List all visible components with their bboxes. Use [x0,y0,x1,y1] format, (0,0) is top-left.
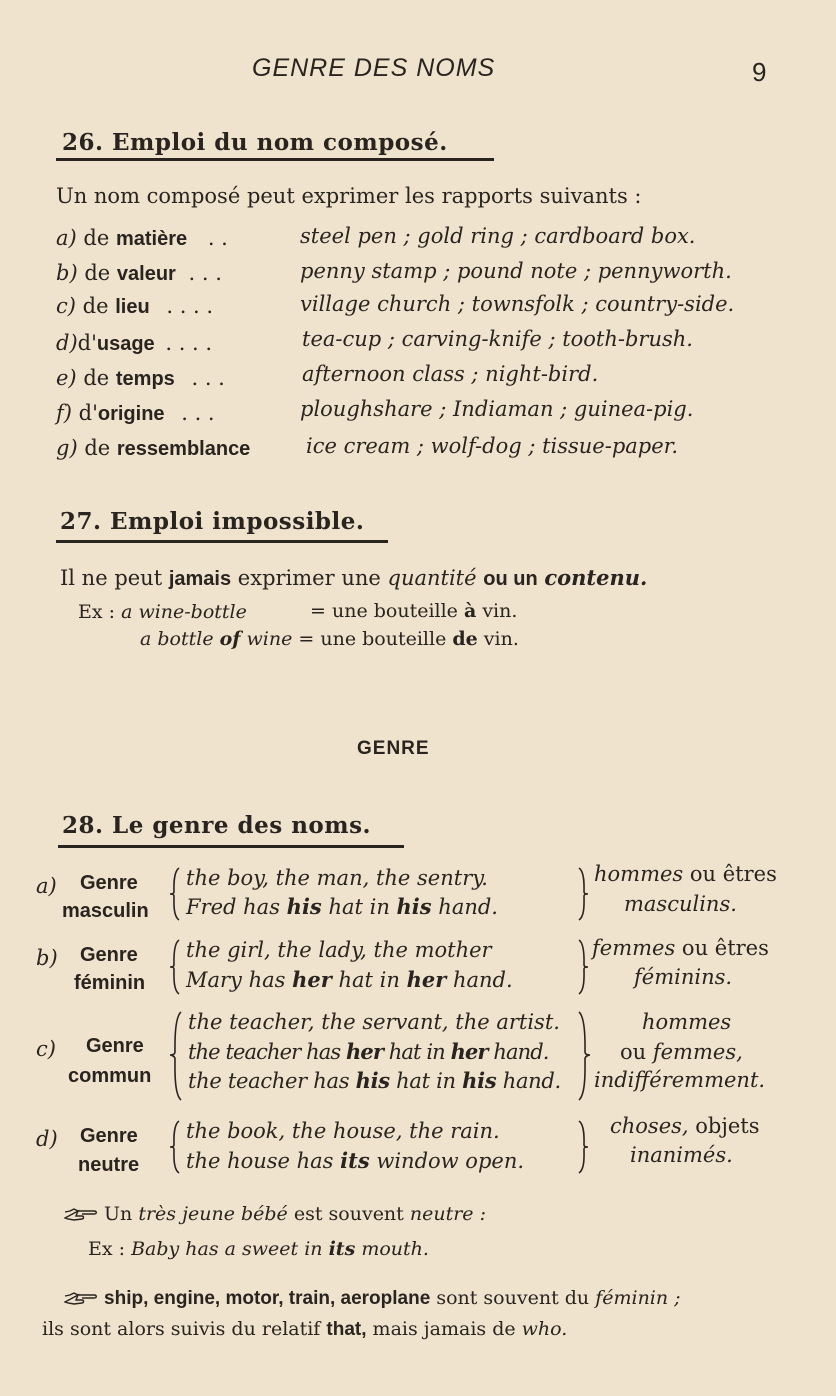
list-item-example: ice cream ; wolf-dog ; tissue-paper. [306,434,679,458]
row-letter: a) [36,874,57,898]
genre-label: féminin [74,972,146,994]
section-27-statement: Il ne peut jamais exprimer une quantité ou un contenu. [60,565,648,590]
left-brace [168,1010,184,1102]
running-head: GENRE DES NOMS [252,54,496,82]
example-line: the house has its window open. [186,1148,525,1173]
list-item: f) d'origine . . . [56,401,215,425]
pointing-hand-icon [64,1207,98,1223]
section-28-title: 28. Le genre des noms. [62,812,372,839]
gloss-line: inanimés. [630,1143,733,1167]
section-26-intro: Un nom composé peut exprimer les rapports suivants : [56,184,642,208]
list-item: a) de matière . . [56,226,228,250]
right-brace [576,1010,592,1102]
left-brace [168,1119,182,1175]
list-item: e) de temps . . . [56,366,225,390]
left-brace [168,938,182,996]
page-number: 9 [752,57,767,87]
genre-label: Genre [80,1125,138,1147]
left-brace [168,866,182,922]
example-line-2: a bottle of wine = une bouteille de vin. [140,628,519,650]
genre-label: Genre [86,1035,144,1057]
note-2-line-1: ship, engine, motor, train, aeroplane sont souvent du féminin ; [64,1287,681,1310]
example-line: the girl, the lady, the mother [186,938,492,962]
gloss-line: hommes [642,1010,732,1034]
gloss-line: féminins. [634,965,733,989]
list-item: b) de valeur . . . [56,261,222,285]
example-line: the teacher has her hat in her hand. [188,1039,549,1064]
example-line: the boy, the man, the sentry. [186,866,488,890]
example-line: the teacher has his hat in his hand. [188,1068,561,1093]
row-letter: c) [36,1037,56,1061]
gloss-line: femmes ou êtres [592,936,769,960]
gloss-line: indifféremment. [594,1068,766,1092]
example-line: the book, the house, the rain. [186,1119,500,1143]
list-item: g) de ressemblance [56,436,251,460]
section-26-title: 26. Emploi du nom composé. [62,129,448,156]
genre-label: neutre [78,1154,140,1176]
genre-label: commun [68,1065,152,1087]
gloss-line: hommes ou êtres [594,862,777,886]
list-item: d)d'usage . . . . [56,331,213,355]
example-line-1: Ex : a wine-bottle [78,601,247,623]
row-letter: b) [36,946,58,970]
gloss-line: masculins. [624,892,737,916]
gloss-line: ou femmes, [620,1040,743,1064]
row-letter: d) [36,1127,58,1151]
right-brace [576,938,590,996]
example-line: Fred has his hat in his hand. [186,894,498,919]
section-26-rule [56,158,494,161]
list-item-example: steel pen ; gold ring ; cardboard box. [300,224,696,248]
section-28-rule [58,845,404,848]
example-line: Mary has her hat in her hand. [186,967,513,992]
list-item-example: village church ; townsfolk ; country-side. [300,292,735,316]
list-item-example: afternoon class ; night-bird. [302,362,599,386]
gloss-line: choses, objets [610,1114,760,1138]
pointing-hand-icon [64,1291,98,1307]
list-item-example: tea-cup ; carving-knife ; tooth-brush. [302,327,693,351]
list-item-example: ploughshare ; Indiaman ; guinea-pig. [300,397,694,421]
section-27-title: 27. Emploi impossible. [60,508,365,535]
genre-label: Genre [80,872,138,894]
note-1: Un très jeune bébé est souvent neutre : [64,1203,486,1225]
genre-label: Genre [80,944,138,966]
list-item: c) de lieu . . . . [56,294,214,318]
example-line: the teacher, the servant, the artist. [188,1010,560,1034]
note-1-example: Ex : Baby has a sweet in its mouth. [88,1238,429,1260]
right-brace [576,1119,590,1175]
note-2-line-2: ils sont alors suivis du relatif that, mais jamais de who. [42,1318,568,1340]
example-line-1-translation: = une bouteille à vin. [310,600,518,622]
right-brace [576,866,590,922]
genre-heading: GENRE [357,738,430,759]
genre-label: masculin [62,900,149,922]
list-item-example: penny stamp ; pound note ; pennyworth. [300,259,732,283]
section-27-rule [56,540,388,543]
